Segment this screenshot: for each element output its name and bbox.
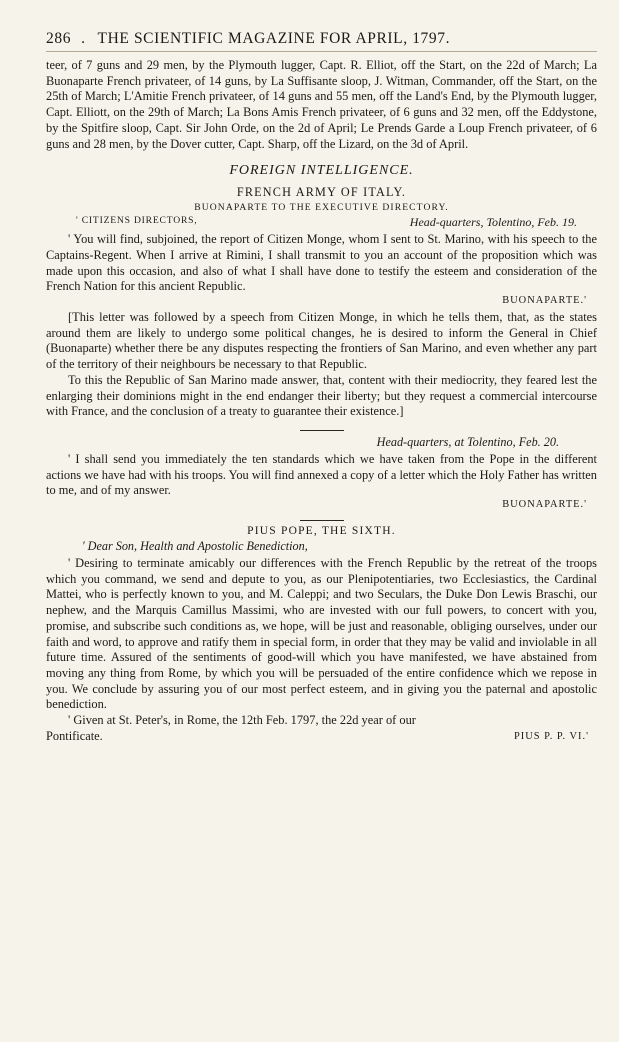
letter1-place-date: Head-quarters, Tolentino, Feb. 19. xyxy=(409,215,577,230)
letter1-signature: BUONAPARTE.' xyxy=(502,295,587,307)
letter2-body: ' I shall send you immediately the ten standards which we have taken from the Pope in the different actions we have had with his troops. You will find annexed a copy of a letter which the Holy Father has written to me, and of my answer. xyxy=(46,451,597,498)
section-subtitle: FRENCH ARMY OF ITALY. xyxy=(236,185,407,200)
magazine-title: THE SCIENTIFIC MAGAZINE FOR APRIL, 1797. xyxy=(97,30,451,47)
intro-paragraph: teer, of 7 guns and 29 men, by the Plymouth lugger, Capt. R. Elliot, off the Start, on the 22d of March; La Buonaparte French privateer, of 14 guns, by La Suffisante sloop, J. Witman, Commander, off the Start, on the 25th of March; L'Amitie French privateer, of 14 guns and 55 men, off the Land's End, by the Plymouth lugger, Capt. Elliott, on the 29th of March; La Bons Amis French privateer, of 6 guns and 32 men, off the Eddystone, by the Spitfire sloop, Capt. Sir John Orde, on the 2d of April; Le Prends Garde a Loup French privateer, of 6 guns and 28 men, by the Dover cutter, Capt. Sharp, off the Lizard, on the 3d of April. xyxy=(46,58,597,151)
pope-letter-signature: PIUS P. P. VI.' xyxy=(513,730,589,742)
bracket-paragraph-1: [This letter was followed by a speech from Citizen Monge, in which he tells them, that, as the states around them are likely to undergo some political changes, he is desired to inform the General in Chief (Buonaparte) whether there be any disputes respecting the frontiers of San Marino, and even whether any part of the territory of their neighbours be necessary to that Republic. xyxy=(46,310,597,372)
page-number: 286 xyxy=(46,30,72,47)
pope-letter-final-row xyxy=(46,729,597,745)
letter-heading: BUONAPARTE TO THE EXECUTIVE DIRECTORY. xyxy=(194,202,449,214)
letter1-salute-row xyxy=(46,215,597,230)
header-separator: . xyxy=(81,30,86,47)
letter1-body: ' You will find, subjoined, the report of Citizen Monge, whom I sent to St. Marino, with his speech to the Captains-Regent. When I arrive at Rimini, I shall transmit to you an account of the proposition which was made upon this occasion, and also of what I shall have done to testify the esteem and consideration of the French Nation for this ancient Republic. xyxy=(46,232,597,294)
pope-letter-closing: ' Given at St. Peter's, in Rome, the 12th Feb. 1797, the 22d year of our xyxy=(68,713,416,728)
running-header xyxy=(46,30,597,52)
bracket-paragraph-2: To this the Republic of San Marino made answer, that, content with their mediocrity, they feared lest the enlarging their dominions might in the end endanger their liberty; but they request a commercial intercourse with France, and the conclusion of a treaty to guarantee their existence.] xyxy=(46,372,597,419)
letter1-salutation: ' CITIZENS DIRECTORS, xyxy=(76,215,198,227)
divider-rule xyxy=(300,520,344,521)
pope-letter-heading: PIUS POPE, THE SIXTH. xyxy=(247,525,396,538)
pope-letter-salutation: ' Dear Son, Health and Apostolic Benediction, xyxy=(82,539,308,554)
pope-letter-body: ' Desiring to terminate amicably our differences with the French Republic by the retreat of the troops which you command, we send and depute to you, as our Plenipotentiaries, two Ecclesiastics, the Cardinal Mattei, who is perfectly known to you, and M. Caleppi; and two Seculars, the Duke Don Lewis Braschi, our nephew, and the Marquis Camillus Massimi, who are invested with our full powers, to concert with you, promise, and subscribe such conditions as, we hope, will be just and reasonable, obliging ourselves, under our faith and word, to approve and ratify them in special form, in order that they may be valid and inviolable in all future time. Assured of the sentiments of good-will which you have manifested, we have abstained from moving any thing from Rome, by which you will be persuaded of the entire confidence which we repose in you. We conclude by assuring you of our most perfect esteem, and in giving you the paternal and apostolic benediction. xyxy=(46,556,597,712)
letter2-signature: BUONAPARTE.' xyxy=(502,499,587,511)
letter2-place-date: Head-quarters, at Tolentino, Feb. 20. xyxy=(376,434,559,449)
pope-letter-closing-end: Pontificate. xyxy=(46,728,103,743)
divider-rule xyxy=(300,430,344,431)
section-title: FOREIGN INTELLIGENCE. xyxy=(229,163,414,179)
